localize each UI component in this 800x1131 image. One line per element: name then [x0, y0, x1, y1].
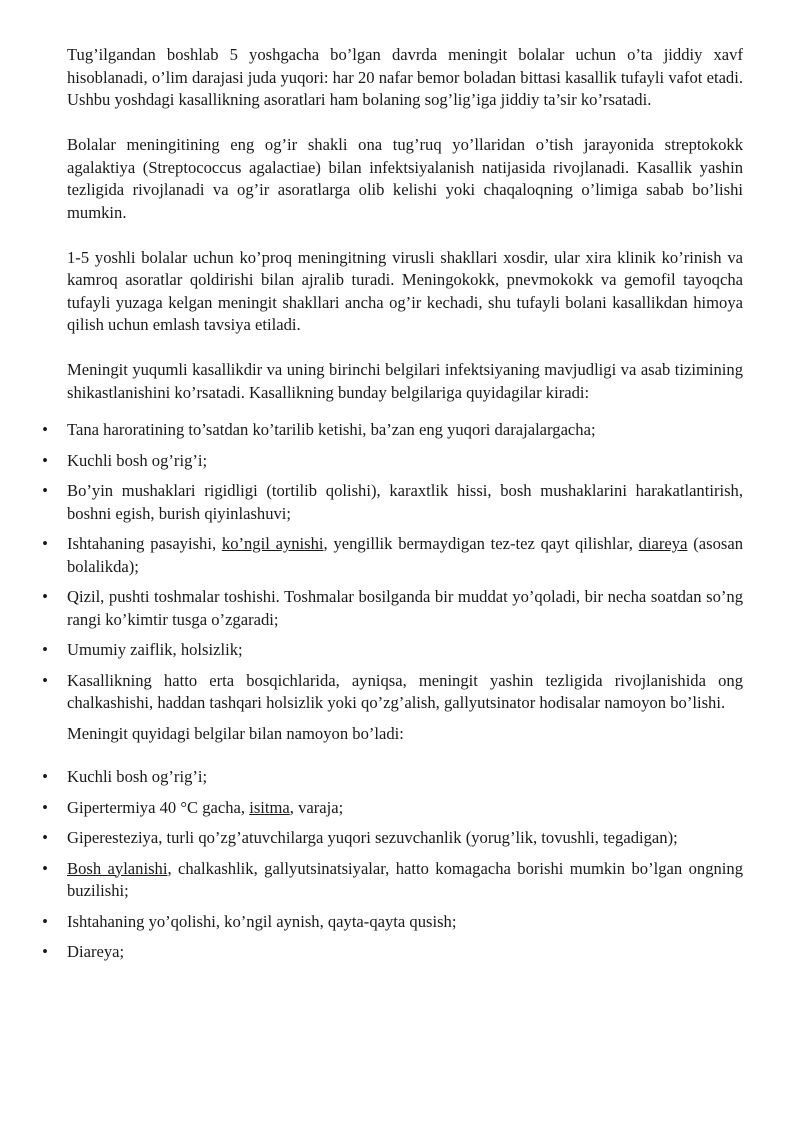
- list-item-text: Ishtahaning yo’qolishi, ko’ngil aynish, qayta-qayta qusish;: [67, 911, 457, 931]
- list-item: [0, 766, 800, 789]
- list-item: [0, 533, 800, 578]
- list-item-text: Bo’yin mushaklari rigidligi (tortilib qolishi), karaxtlik hissi, bosh mushaklarini harakatlantirish, boshni egish, burish qiyinlashuvi;: [67, 481, 743, 523]
- list-item: [0, 941, 800, 964]
- list-item-text-mid: , yengillik bermaydigan tez-tez qayt qilishlar,: [323, 534, 639, 553]
- paragraph-1: Tug’ilgandan boshlab 5 yoshgacha bo’lgan davrda meningit bolalar uchun o’ta jiddiy xavf hisoblanadi, o’lim darajasi juda yuqori: har 20 nafar bemor boladan bittasi kasallik tufayli vafot etadi. Ushbu yoshdagi kasallikning asoratlari ham bolaning sog’lig’iga jiddiy ta’sir ko’rsatadi.: [67, 45, 743, 109]
- list-item: [0, 827, 800, 850]
- list-item-text-post: , chalkashlik, gallyutsinatsiyalar, hatto komagacha borishi mumkin bo’lgan ongning buzilishi;: [67, 858, 743, 900]
- list-item-text: Umumiy zaiflik, holsizlik;: [67, 640, 243, 659]
- symptoms-intro: Meningit quyidagi belgilar bilan namoyon bo’ladi:: [67, 723, 404, 743]
- document-page: [0, 44, 800, 972]
- list-item-text-post: (asosan bolalikda);: [67, 534, 743, 576]
- bullet-icon: •: [42, 797, 48, 817]
- list-item-text-pre: Ishtahaning pasayishi,: [67, 534, 222, 553]
- list-item-text-pre: Gipertermiya 40 °C gacha,: [67, 797, 250, 817]
- list-item: [0, 450, 800, 473]
- bullet-icon: •: [42, 942, 48, 961]
- list-item: [0, 797, 800, 820]
- list-item: [0, 419, 800, 442]
- list-item: [0, 911, 800, 934]
- bullet-icon: •: [42, 911, 48, 931]
- list-item: [0, 858, 800, 903]
- symptom-list-early: [0, 419, 800, 715]
- paragraph-4: Meningit yuqumli kasallikdir va uning birinchi belgilari infektsiyaning mavjudligi va asab tizimining shikastlanishini ko’rsatadi. Kasallikning bunday belgilariga quyidagilar kiradi:: [67, 360, 743, 402]
- list-item: [0, 670, 800, 715]
- bullet-icon: •: [42, 828, 48, 847]
- list-item-text: Kuchli bosh og’rig’i;: [67, 767, 208, 786]
- bullet-icon: •: [42, 670, 48, 690]
- bullet-icon: •: [42, 858, 48, 878]
- symptom-list-main: [0, 766, 800, 964]
- list-item-text-post: , varaja;: [289, 797, 344, 817]
- list-item-text: Kuchli bosh og’rig’i;: [67, 450, 208, 470]
- bullet-icon: •: [42, 534, 48, 553]
- bullet-icon: •: [42, 481, 48, 500]
- list-item-text: Qizil, pushti toshmalar toshishi. Toshmalar bosilganda bir muddat yo’qoladi, bir necha soatdan so’ng rangi ko’kimtir tusga o’zgaradi;: [67, 587, 743, 629]
- list-item: [0, 480, 800, 525]
- bullet-icon: •: [42, 420, 48, 439]
- list-item-text: Kasallikning hatto erta bosqichlarida, ayniqsa, meningit yashin tezligida rivojlanishida ong chalkashishi, haddan tashqari holsizlik yoki qo’zg’alish, gallyutsinator hodisalar namoyon bo’lishi.: [67, 670, 743, 712]
- paragraph-2: Bolalar meningitining eng og’ir shakli ona tug’ruq yo’llaridan o’tish jarayonida streptokokk agalaktiya (Streptococcus agalactiae) bilan infektsiyalanish natijasida rivojlanadi. Kasallik yashin tezligida rivojlanadi va og’ir asoratlarga olib kelishi yoki chaqaloqning o’limiga sabab bo’lishi mumkin.: [67, 135, 743, 222]
- nausea-link[interactable]: ko’ngil aynishi: [221, 534, 324, 553]
- paragraph-3: 1-5 yoshli bolalar uchun ko’proq meningitning virusli shakllari xosdir, ular xira klinik ko’rinish va kamroq asoratlar qoldirishi bilan ajralib turadi. Meningokokk, pnevmokokk va gemofil tayoqcha tufayli yuzaga kelgan meningit shakllari ancha og’ir kechadi, shu tufayli bolani kasallikdan himoya qilish uchun emlash tavsiya etiladi.: [67, 247, 743, 334]
- list-item: [0, 586, 800, 631]
- list-item-text: Tana haroratining to’satdan ko’tarilib ketishi, ba’zan eng yuqori darajalargacha;: [67, 420, 596, 439]
- fever-link[interactable]: isitma: [249, 797, 290, 817]
- list-item: [0, 639, 800, 662]
- bullet-icon: •: [42, 450, 48, 470]
- bullet-icon: •: [42, 587, 48, 606]
- dizziness-link[interactable]: Bosh aylanishi: [67, 858, 168, 878]
- list-item-text: Giperesteziya, turli qo’zg’atuvchilarga yuqori sezuvchanlik (yorug’lik, tovushli, tegadigan);: [67, 828, 678, 847]
- bullet-icon: •: [42, 640, 48, 659]
- diarrhea-link[interactable]: diareya: [638, 534, 688, 553]
- bullet-icon: •: [42, 767, 48, 786]
- list-item-text: Diareya;: [67, 942, 125, 961]
